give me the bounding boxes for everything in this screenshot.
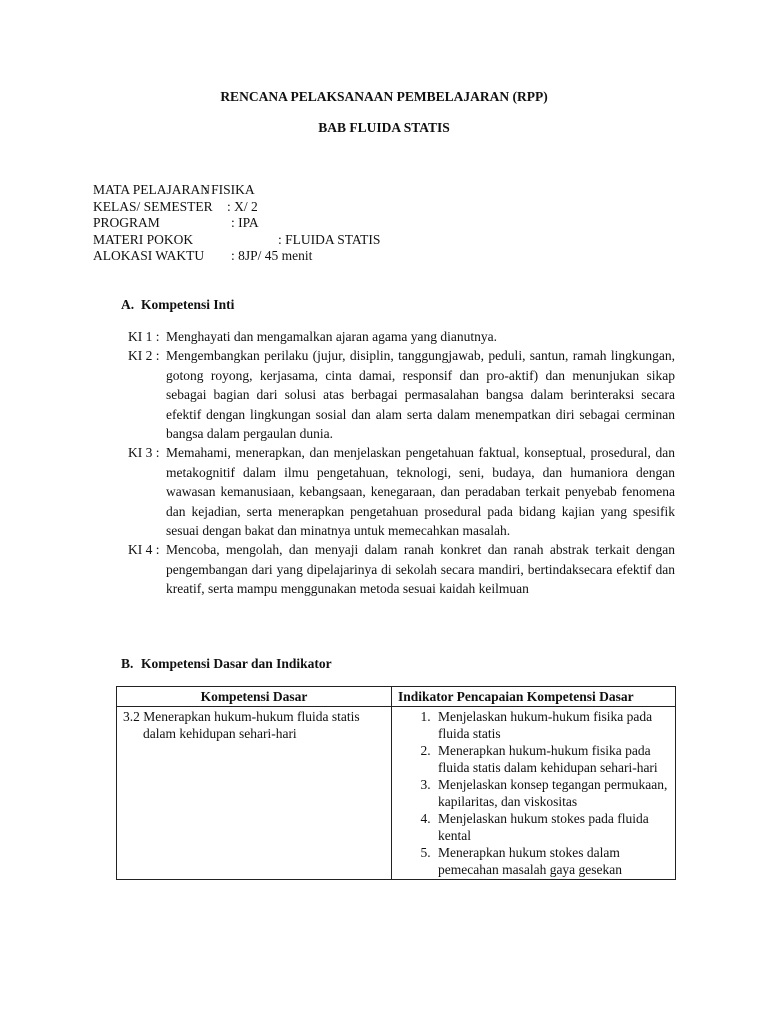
section-title: Kompetensi Dasar dan Indikator xyxy=(141,656,332,671)
column-header-indikator: Indikator Pencapaian Kompetensi Dasar xyxy=(392,687,676,707)
kompetensi-dasar-table xyxy=(116,686,676,880)
indikator-cell xyxy=(392,707,676,880)
ki-text: Memahami, menerapkan, dan menjelaskan pengetahuan faktual, konseptual, prosedural, dan metakognitif dalam ilmu pengetahuan, teknologi, seni, budaya, dan humaniora dengan wawasan kemanusiaan, kebangsaan, kenegaraan, dan peradaban terkait penyebab fenomena dan kejadian, serta menerapkan pengetahuan prosedural pada bidang kajian yang spesifik sesuai dengan bakat dan minatnya untuk memecahkan masalah. xyxy=(166,445,675,539)
meta-label: PROGRAM xyxy=(93,215,160,230)
meta-value: : IPA xyxy=(231,215,259,230)
meta-label: MATA PELAJARAN xyxy=(93,182,211,197)
meta-label: MATERI POKOK xyxy=(93,231,194,247)
section-title: Kompetensi Inti xyxy=(141,297,235,312)
ki-label: KI 4 : xyxy=(128,542,160,558)
document-subtitle: BAB FLUIDA STATIS xyxy=(318,120,450,135)
ki-label: KI 1 : xyxy=(128,329,160,344)
meta-value: : X/ 2 xyxy=(227,198,258,214)
meta-value: : FISIKA xyxy=(204,182,255,197)
kd-cell xyxy=(117,707,392,880)
ki-text: Mengembangkan perilaku (jujur, disiplin, tanggungjawab, peduli, santun, ramah lingkungan, gotong royong, kerjasama, cinta damai, responsif dan pro-aktif) dan menunjukan sikap sebagai bagian dari solusi atas berbagai permasalahan bangsa dalam berinteraksi secara efektif dengan lingkungan sosial dan alam serta dalam menempatkan diri sebagai cerminan bangsa dalam pergaulan dunia. xyxy=(166,348,675,442)
ki-item xyxy=(128,346,675,443)
kd-text: 3.2 Menerapkan hukum-hukum fluida statis dalam kehidupan sehari-hari xyxy=(123,709,360,741)
section-a-heading xyxy=(121,297,234,313)
list-item: 3. Menjelaskan konsep tegangan permukaan, kapilaritas, dan viskositas xyxy=(434,776,669,810)
document-title: RENCANA PELAKSANAAN PEMBELAJARAN (RPP) xyxy=(220,89,548,104)
list-item: 5. Menerapkan hukum stokes dalam pemecahan masalah gaya gesekan xyxy=(434,844,669,878)
list-item: 1. Menjelaskan hukum-hukum fisika pada fluida statis xyxy=(434,708,669,742)
meta-value: : 8JP/ 45 menit xyxy=(231,248,313,263)
table-header-row xyxy=(117,687,676,707)
ki-item xyxy=(128,327,675,346)
section-b-heading xyxy=(121,656,332,672)
section-letter: A. xyxy=(121,297,135,312)
column-header-kd: Kompetensi Dasar xyxy=(117,687,392,707)
kompetensi-inti-list xyxy=(128,327,675,599)
meta-value: : FLUIDA STATIS xyxy=(278,231,381,247)
section-letter: B. xyxy=(121,656,134,671)
ki-text: Menghayati dan mengamalkan ajaran agama yang dianutnya. xyxy=(166,329,497,344)
ki-label: KI 2 : xyxy=(128,348,160,364)
indicator-list xyxy=(398,708,669,878)
meta-label: ALOKASI WAKTU xyxy=(93,248,205,263)
ki-label: KI 3 : xyxy=(128,445,160,461)
ki-text: Mencoba, mengolah, dan menyaji dalam ranah konkret dan ranah abstrak terkait dengan pengembangan dari yang dipelajarinya di sekolah secara mandiri, bertindaksecara efektif dan kreatif, serta mampu menggunakan metoda sesuai kaidah keilmuan xyxy=(166,542,675,597)
meta-label: KELAS/ SEMESTER xyxy=(93,198,213,214)
ki-item xyxy=(128,540,675,598)
list-item: 4. Menjelaskan hukum stokes pada fluida kental xyxy=(434,810,669,844)
ki-item xyxy=(128,443,675,540)
table-row xyxy=(117,707,676,880)
list-item: 2. Menerapkan hukum-hukum fisika pada fluida statis dalam kehidupan sehari-hari xyxy=(434,742,669,776)
